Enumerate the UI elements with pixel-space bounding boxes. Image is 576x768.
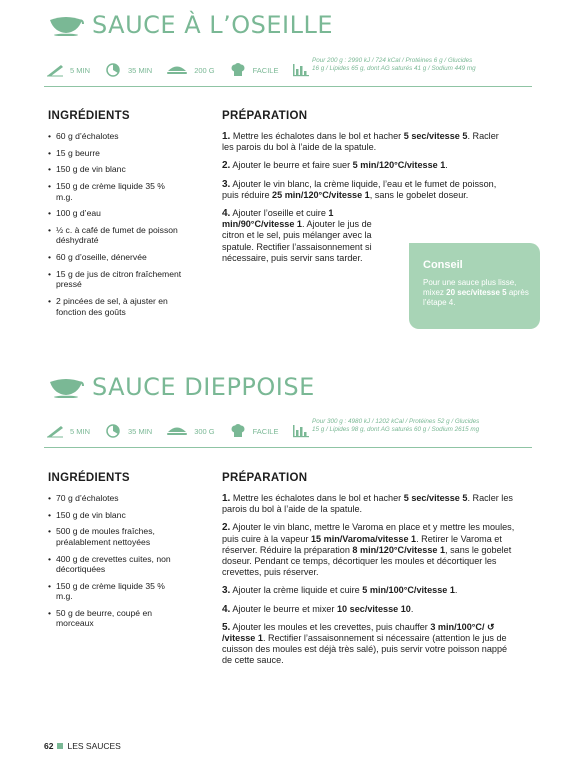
tip-box: [409, 243, 540, 329]
tip-text: Pour une sauce plus lisse, mixez 20 sec/vitesse 5 après l’étape 4.: [423, 278, 529, 307]
bar-chart-icon: [292, 424, 310, 438]
list-item: • 15 g de jus de citron fraîchement pressé: [48, 269, 183, 290]
recipe-meta: [46, 60, 316, 80]
step: 1. Mettre les échalotes dans le bol et hacher 5 sec/vitesse 5. Racler les parois du bol à l’aide de la spatule.: [222, 493, 513, 515]
ingredients-heading: INGRÉDIENTS: [48, 110, 130, 122]
bar-chart-icon: [292, 63, 310, 77]
step: 3. Ajouter le vin blanc, la crème liquide, l’eau et le fumet de poisson, puis réduire 25 min/120°C/vitesse 1, sans le gobelet doseur.: [222, 178, 497, 200]
nutrition-line: Pour 300 g : 4980 kJ / 1202 kCal / Protéines 52 g / Glucides: [312, 418, 480, 425]
knife-icon: [46, 63, 64, 77]
list-item: • 150 g de crème liquide 35 % m.g.: [48, 181, 183, 202]
sauce-boat-icon: [48, 376, 84, 398]
yield-weight: 200 G: [194, 65, 215, 75]
page-number: 62: [44, 741, 54, 751]
divider: [44, 86, 532, 87]
preparation-heading: PRÉPARATION: [222, 472, 308, 484]
list-item: • 60 g d’échalotes: [48, 131, 183, 142]
recipe-title-row: [48, 8, 333, 42]
preparation-steps: [222, 493, 517, 674]
step: 2. Ajouter le beurre et faire suer 5 min/120°C/vitesse 1.: [222, 160, 448, 172]
prep-time: 5 MIN: [70, 426, 91, 436]
list-item: • 100 g d’eau: [48, 208, 183, 219]
clock-icon: [104, 63, 122, 77]
step: 5. Ajouter les moules et les crevettes, puis chauffer 3 min/100°C/ ↺ /vitesse 1. Rectifier l’assaisonnement si nécessaire (attention le jus de cuisson des moules est déjà très salé), puis servir votre poisson nappé de cette sauce.: [222, 621, 508, 666]
knife-icon: [46, 424, 64, 438]
tip-title: Conseil: [423, 259, 463, 271]
preparation-heading: PRÉPARATION: [222, 110, 308, 122]
list-item: • 150 g de vin blanc: [48, 510, 183, 521]
list-item: • 70 g d’échalotes: [48, 493, 183, 504]
prep-time: 5 MIN: [70, 65, 91, 75]
recipe-meta: [46, 421, 316, 441]
step: 4. Ajouter l’oseille et cuire 1 min/90°C/vitesse 1. Ajouter le jus de citron et le sel, puis mélanger avec la spatule. Rectifier l’assaisonnement si nécessaire, puis servir sans tarder.: [222, 208, 372, 263]
nutrition-info: [312, 418, 532, 438]
recipe-title-row: [48, 370, 315, 404]
recipe-title: SAUCE À L’OSEILLE: [92, 11, 334, 39]
chef-hat-icon: [229, 63, 247, 77]
total-time: 35 MIN: [128, 426, 153, 436]
difficulty: FACILE: [252, 65, 279, 75]
dish-icon: [166, 63, 188, 77]
step: 2. Ajouter le vin blanc, mettre le Varoma en place et y mettre les moules, puis cuire à la vapeur 15 min/Varoma/vitesse 1. Retirer le Varoma et réserver. Réduire la préparation 8 min/120°C/vitesse 1, sans le gobelet doseur. Pendant ce temps, décortiquer les moules et décortiquer les crevettes, puis réserver.: [222, 522, 515, 578]
list-item: • 60 g d’oseille, dénervée: [48, 252, 183, 263]
recipe-title: SAUCE DIEPPOISE: [92, 373, 315, 401]
nutrition-line: 15 g / Lipides 98 g, dont AG saturés 60 g / Sodium 2615 mg: [312, 426, 480, 433]
nutrition-line: Pour 200 g : 2990 kJ / 724 kCal / Protéines 6 g / Glucides: [312, 57, 473, 64]
list-item: • 15 g beurre: [48, 148, 183, 159]
total-time: 35 MIN: [128, 65, 153, 75]
list-item: • 400 g de crevettes cuites, non décortiquées: [48, 554, 183, 575]
ingredients-list: [48, 131, 183, 323]
section-marker: [57, 743, 63, 749]
list-item: • 150 g de vin blanc: [48, 164, 183, 175]
chef-hat-icon: [229, 424, 247, 438]
clock-icon: [104, 424, 122, 438]
nutrition-line: 16 g / Lipides 65 g, dont AG saturés 41 g / Sodium 449 mg: [312, 65, 476, 72]
section-name: LES SAUCES: [67, 741, 121, 751]
list-item: • 2 pincées de sel, à ajuster en fonction des goûts: [48, 296, 183, 317]
nutrition-info: [312, 57, 532, 77]
step: 1. Mettre les échalotes dans le bol et hacher 5 sec/vitesse 5. Racler les parois du bol à l’aide de la spatule.: [222, 131, 499, 153]
step: 3. Ajouter la crème liquide et cuire 5 min/100°C/vitesse 1.: [222, 585, 458, 597]
ingredients-heading: INGRÉDIENTS: [48, 472, 130, 484]
divider: [44, 447, 532, 448]
list-item: • ½ c. à café de fumet de poisson déshydraté: [48, 225, 183, 246]
list-item: • 50 g de beurre, coupé en morceaux: [48, 608, 183, 629]
dish-icon: [166, 424, 188, 438]
ingredients-list: [48, 493, 183, 635]
page-footer: [44, 741, 121, 751]
list-item: • 150 g de crème liquide 35 % m.g.: [48, 581, 183, 602]
step: 4. Ajouter le beurre et mixer 10 sec/vitesse 10.: [222, 603, 414, 615]
yield-weight: 300 G: [194, 426, 215, 436]
list-item: • 500 g de moules fraîches, préalablement nettoyées: [48, 526, 183, 547]
sauce-boat-icon: [48, 14, 84, 36]
difficulty: FACILE: [252, 426, 279, 436]
